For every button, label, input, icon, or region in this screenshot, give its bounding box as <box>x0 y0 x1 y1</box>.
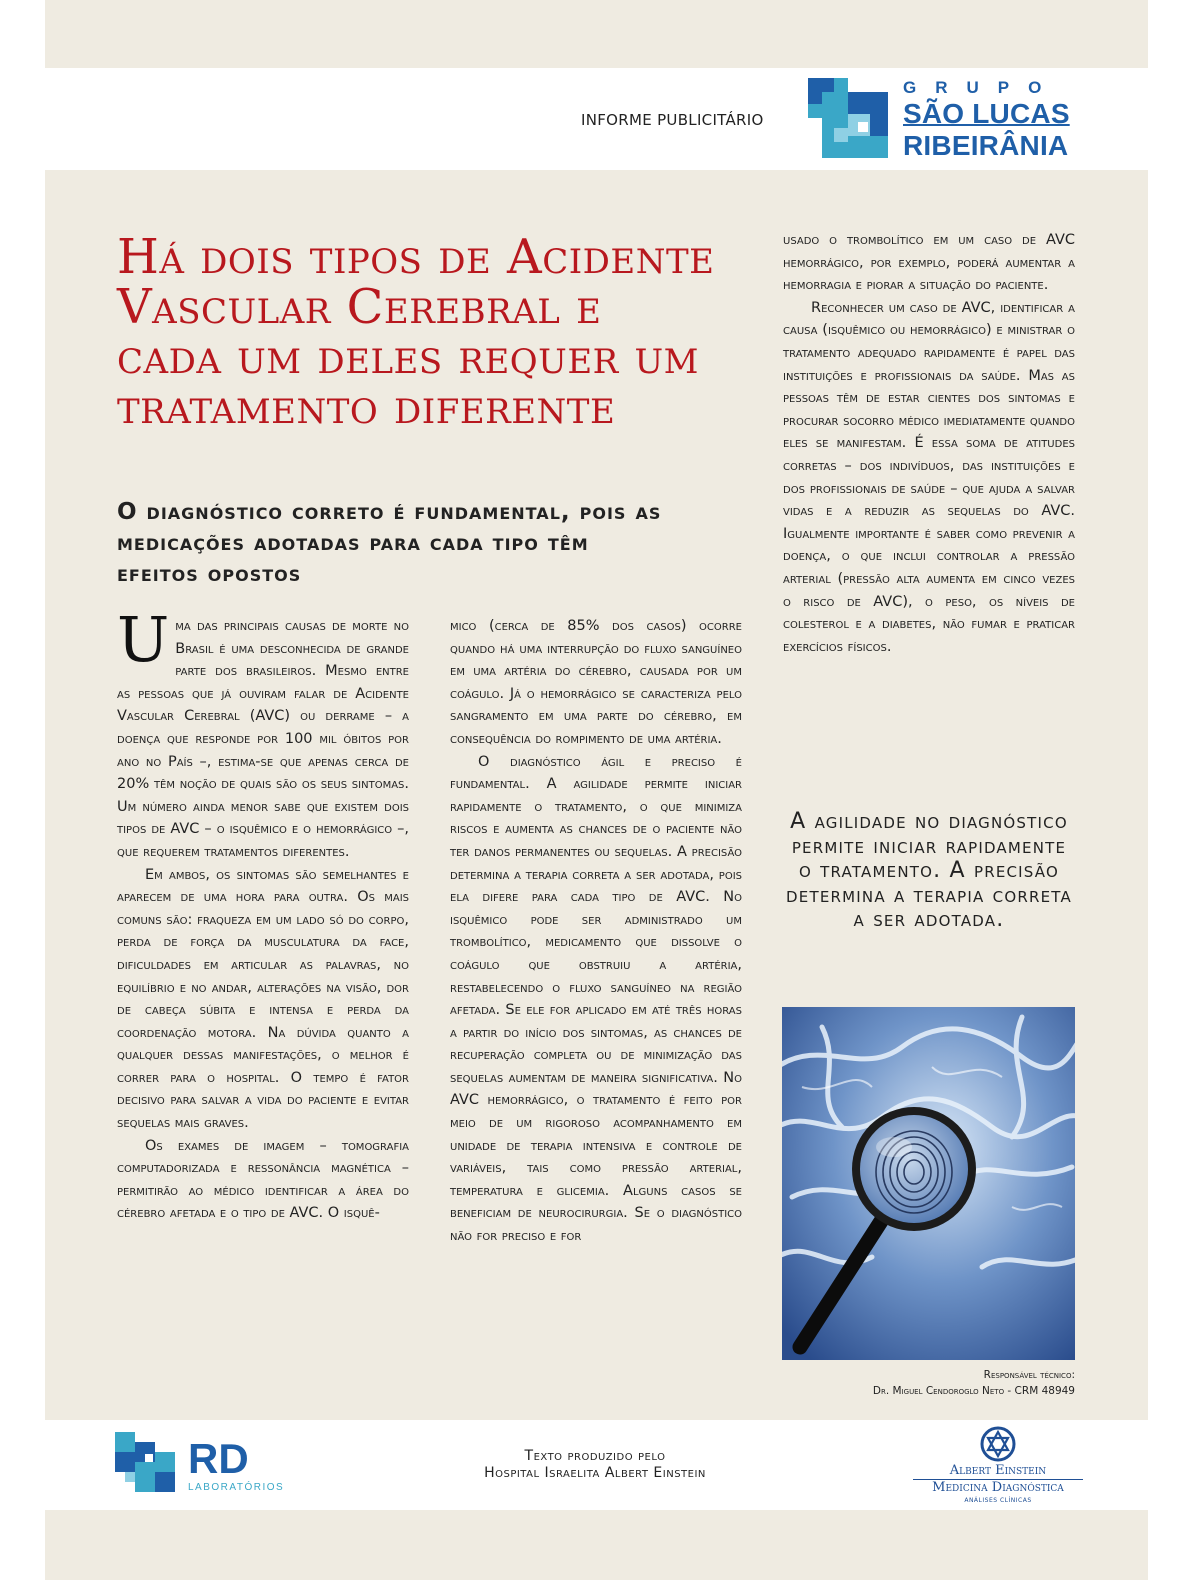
einstein-star-icon <box>980 1426 1016 1462</box>
logo-grupo-text: GRUPO <box>903 78 1061 97</box>
logo-line1: SÃO LUCAS <box>903 98 1070 129</box>
pull-quote: A agilidade no diagnóstico permite iniciar rapidamente o tratamento. A precisão determina a terapia correta a ser adotada. <box>786 809 1072 932</box>
paragraph-text: ma das principais causas de morte no Brasil é uma desconhecida de grande parte dos brasileiros. Mesmo entre as pessoas que já ouviram falar de Acidente Vascular Cerebral (AVC) ou derrame – a doença que responde por 100 mil óbitos por ano no País –, estima-se que apenas cerca de 20% têm noção de quais são os seus sintomas. Um número ainda menor sabe que existem dois tipos de AVC – o isquêmico e o hemorrágico –, que requerem tratamentos diferentes. <box>117 618 409 860</box>
article-column-2 <box>450 615 742 1248</box>
rd-logo-text: RD <box>188 1435 249 1482</box>
top-margin-band <box>45 0 1148 68</box>
einstein-line1: Albert Einstein <box>949 1463 1047 1478</box>
paragraph: O diagnóstico ágil e preciso é fundamental. A agilidade permite iniciar rapidamente o tratamento, o que minimiza riscos e aumenta as chances de o paciente não ter danos permanentes ou sequelas. A precisão determina a terapia correta a ser adotada, pois ela difere para cada tipo de AVC. No isquêmico pode ser administrado um trombolítico, medicamento que dissolve o coágulo que obstruiu a artéria, restabelecendo o fluxo sanguíneo na região afetada. Se ele for aplicado em até três horas a partir do início dos sintomas, as chances de recuperação completa ou de minimização das sequelas aumentam de maneira significativa. No AVC hemorrágico, o tratamento é feito por meio de um rigoroso acompanhamento em unidade de terapia intensiva e controle de variáveis, tais como pressão arterial, temperatura e glicemia. Alguns casos se beneficiam de neurocirurgia. Se o diagnóstico não for preciso e for <box>450 753 742 1245</box>
bottom-margin-band <box>45 1510 1148 1580</box>
einstein-line3: ANÁLISES CLÍNICAS <box>964 1497 1032 1504</box>
rd-logo-subtext: LABORATÓRIOS <box>188 1482 285 1493</box>
magnifier-brain-photo <box>782 1007 1075 1360</box>
technical-responsible-caption <box>782 1367 1075 1399</box>
paragraph: Em ambos, os sintomas são semelhantes e aparecem de uma hora para outra. Os mais comuns são: fraqueza em um lado só do corpo, perda de força da musculatura da face, dificuldades em articular as palavras, no equilíbrio e no andar, alterações na visão, dor de cabeça súbita e intensa e perda da coordenação motora. Na dúvida quanto a qualquer dessas manifestações, o melhor é correr para o hospital. O tempo é fator decisivo para salvar a vida do paciente e evitar sequelas mais graves. <box>117 866 409 1132</box>
caption-line1: Responsável técnico: <box>983 1369 1075 1381</box>
produced-line2: Hospital Israelita Albert Einstein <box>484 1465 706 1481</box>
produced-by-credit <box>425 1448 765 1482</box>
caption-line2: Dr. Miguel Cendoroglo Neto - CRM 48949 <box>872 1385 1075 1397</box>
paragraph: usado o trombolítico em um caso de AVC hemorrágico, por exemplo, poderá aumentar a hemorragia e piorar a situação do paciente. <box>783 232 1075 294</box>
paragraph: mico (cerca de 85% dos casos) ocorre quando há uma interrupção do fluxo sanguíneo em uma artéria do cérebro, causada por um coágulo. Já o hemorrágico se caracteriza pelo sangramento em uma parte do cérebro, em consequência do rompimento de uma artéria. <box>450 618 742 747</box>
page-header <box>45 68 1148 170</box>
logo-line2: RIBEIRÂNIA <box>903 130 1069 161</box>
einstein-line2: Medicina Diagnóstica <box>913 1479 1083 1496</box>
sao-lucas-logo <box>808 78 1093 160</box>
informe-label: INFORME PUBLICITÁRIO <box>581 111 764 129</box>
article-column-3 <box>783 229 1075 658</box>
rd-logo-mark <box>115 1432 177 1494</box>
paragraph <box>117 603 409 864</box>
article-panel <box>45 170 1148 1420</box>
article-title: Há dois tipos de Acidente Vascular Cerebral e cada um deles requer um tratamento diferente <box>117 229 715 435</box>
drop-cap: U <box>117 603 170 676</box>
rd-laboratorios-logo <box>115 1432 295 1502</box>
albert-einstein-logo <box>913 1426 1083 1506</box>
sao-lucas-logo-mark <box>808 78 890 160</box>
page-footer <box>45 1420 1148 1510</box>
produced-line1: Texto produzido pelo <box>524 1448 666 1464</box>
article-subtitle: O diagnóstico correto é fundamental, pois as medicações adotadas para cada tipo têm efeitos opostos <box>117 499 662 587</box>
paragraph: Reconhecer um caso de AVC, identificar a causa (isquêmico ou hemorrágico) e ministrar o tratamento adequado rapidamente é papel das instituições e profissionais da saúde. Mas as pessoas têm de estar cientes dos sintomas e procurar socorro médico imediatamente quando eles se manifestam. É essa soma de atitudes corretas – dos indivíduos, das instituições e dos profissionais de saúde – que ajuda a salvar vidas e a reduzir as sequelas do AVC. Igualmente importante é saber como prevenir a doença, o que inclui controlar a pressão arterial (pressão alta aumenta em cinco vezes o risco de AVC), o peso, os níveis de colesterol e a diabetes, não fumar e praticar exercícios físicos. <box>783 299 1075 655</box>
paragraph: Os exames de imagem – tomografia computadorizada e ressonância magnética – permitirão ao médico identificar a área do cérebro afetada e o tipo de AVC. O isquê- <box>117 1137 409 1222</box>
article-column-1 <box>117 603 409 1225</box>
